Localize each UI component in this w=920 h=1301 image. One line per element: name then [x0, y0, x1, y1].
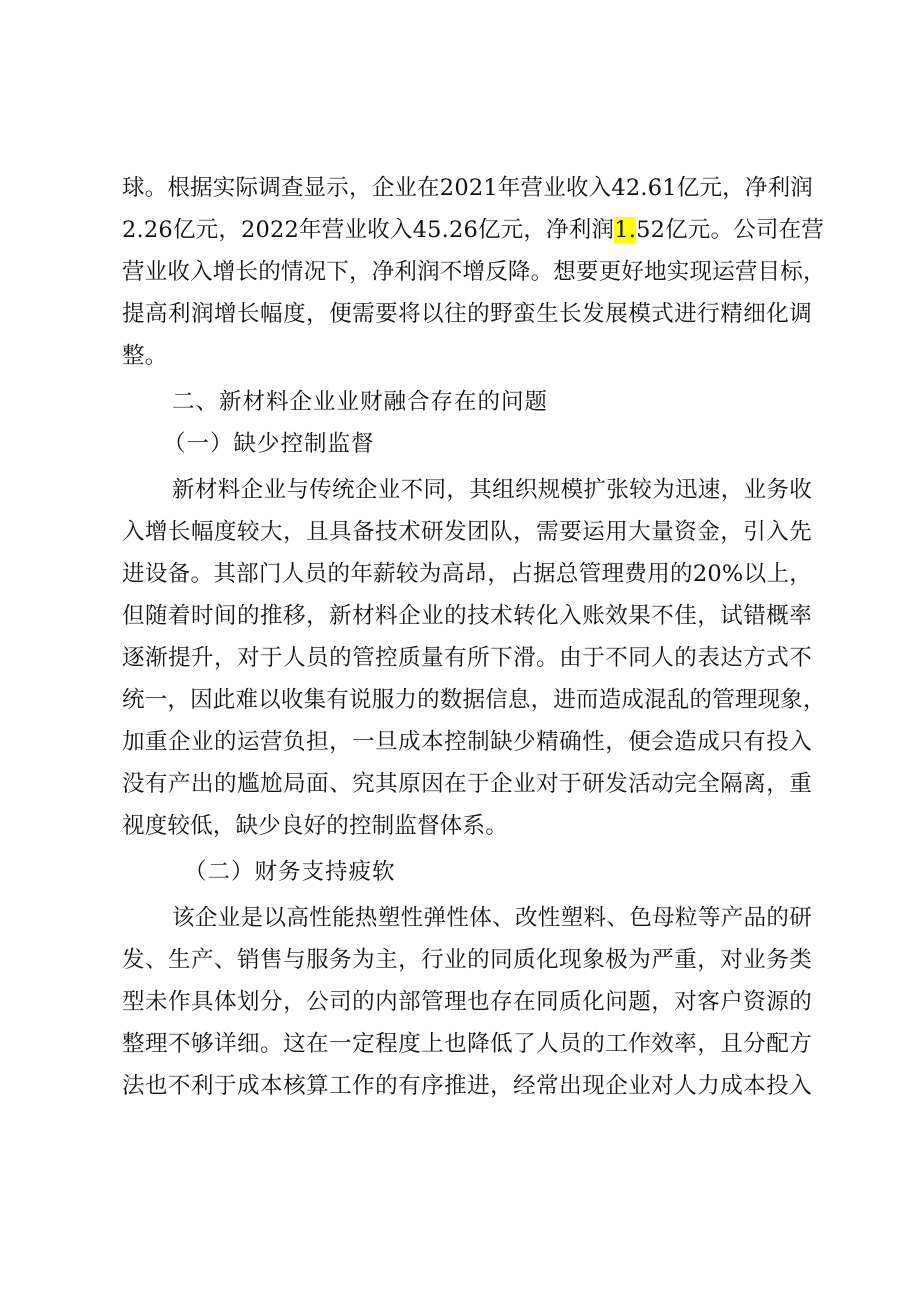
paragraph-2-line-7: 加重企业的运营负担，一旦成本控制缺少精确性，便会造成只有投入	[122, 729, 812, 755]
paragraph-1-line-2-middle: ，2022年营业收入45.26亿元，净利润	[218, 217, 615, 243]
paragraph-3-line-4: 整理不够详细。这在一定程度上也降低了人员的工作效率，且分配方	[122, 1031, 812, 1057]
paragraph-2-line-3: 进设备。其部门人员的年薪较为高昂，占据总管理费用的20%以上，	[122, 561, 812, 587]
paragraph-1-line-2	[122, 212, 824, 248]
paragraph-1-line-5: 整。	[122, 343, 168, 369]
paragraph-2-line-9: 视度较低，缺少良好的控制监督体系。	[122, 813, 508, 839]
paragraph-2-line-8: 没有产出的尴尬局面、究其原因在于企业对于研发活动完全隔离，重	[122, 771, 812, 797]
subsection-1-title: （一）缺少控制监督	[163, 431, 375, 457]
paragraph-2-line-1: 新材料企业与传统企业不同，其组织规模扩张较为迅速，业务收	[172, 477, 812, 503]
paragraph-1-line-1: 球。根据实际调查显示，企业在2021年营业收入42.61亿元，净利润	[122, 175, 813, 201]
section-title: 二、新材料企业业财融合存在的问题	[172, 389, 549, 415]
paragraph-3-line-3: 型未作具体划分，公司的内部管理也存在同质化问题，对客户资源的	[122, 989, 812, 1015]
paragraph-3-line-2: 发、生产、销售与服务为主，行业的同质化现象极为严重，对业务类	[122, 947, 812, 973]
paragraph-2-line-6: 统一，因此难以收集有说服力的数据信息，进而造成混乱的管理现象，	[122, 687, 826, 713]
paragraph-3-line-1: 该企业是以高性能热塑性弹性体、改性塑料、色母粒等产品的研	[172, 905, 812, 931]
paragraph-1-line-2-end: 营	[801, 217, 824, 243]
paragraph-2-line-4: 但随着时间的推移，新材料企业的技术转化入账效果不佳，试错概率	[122, 603, 812, 629]
paragraph-3-line-5: 法也不利于成本核算工作的有序推进，经常出现企业对人力成本投入	[122, 1073, 812, 1099]
paragraph-2-line-5: 逐渐提升，对于人员的管控质量有所下滑。由于不同人的表达方式不	[122, 645, 812, 671]
paragraph-1-line-4: 提高利润增长幅度，便需要将以往的野蛮生长发展模式进行精细化调	[122, 301, 812, 327]
paragraph-1-line-3: 营业收入增长的情况下，净利润不增反降。想要更好地实现运营目标，	[122, 259, 826, 285]
paragraph-1-line-2-suffix: 52亿元。公司在	[636, 217, 802, 243]
paragraph-2-line-2: 入增长幅度较大，且具备技术研发团队，需要运用大量资金，引入先	[122, 519, 812, 545]
highlighted-text: 1.	[614, 217, 637, 243]
paragraph-1-line-2-prefix: 2.26亿元	[122, 217, 219, 243]
subsection-2-title: （二）财务支持疲软	[184, 859, 396, 885]
